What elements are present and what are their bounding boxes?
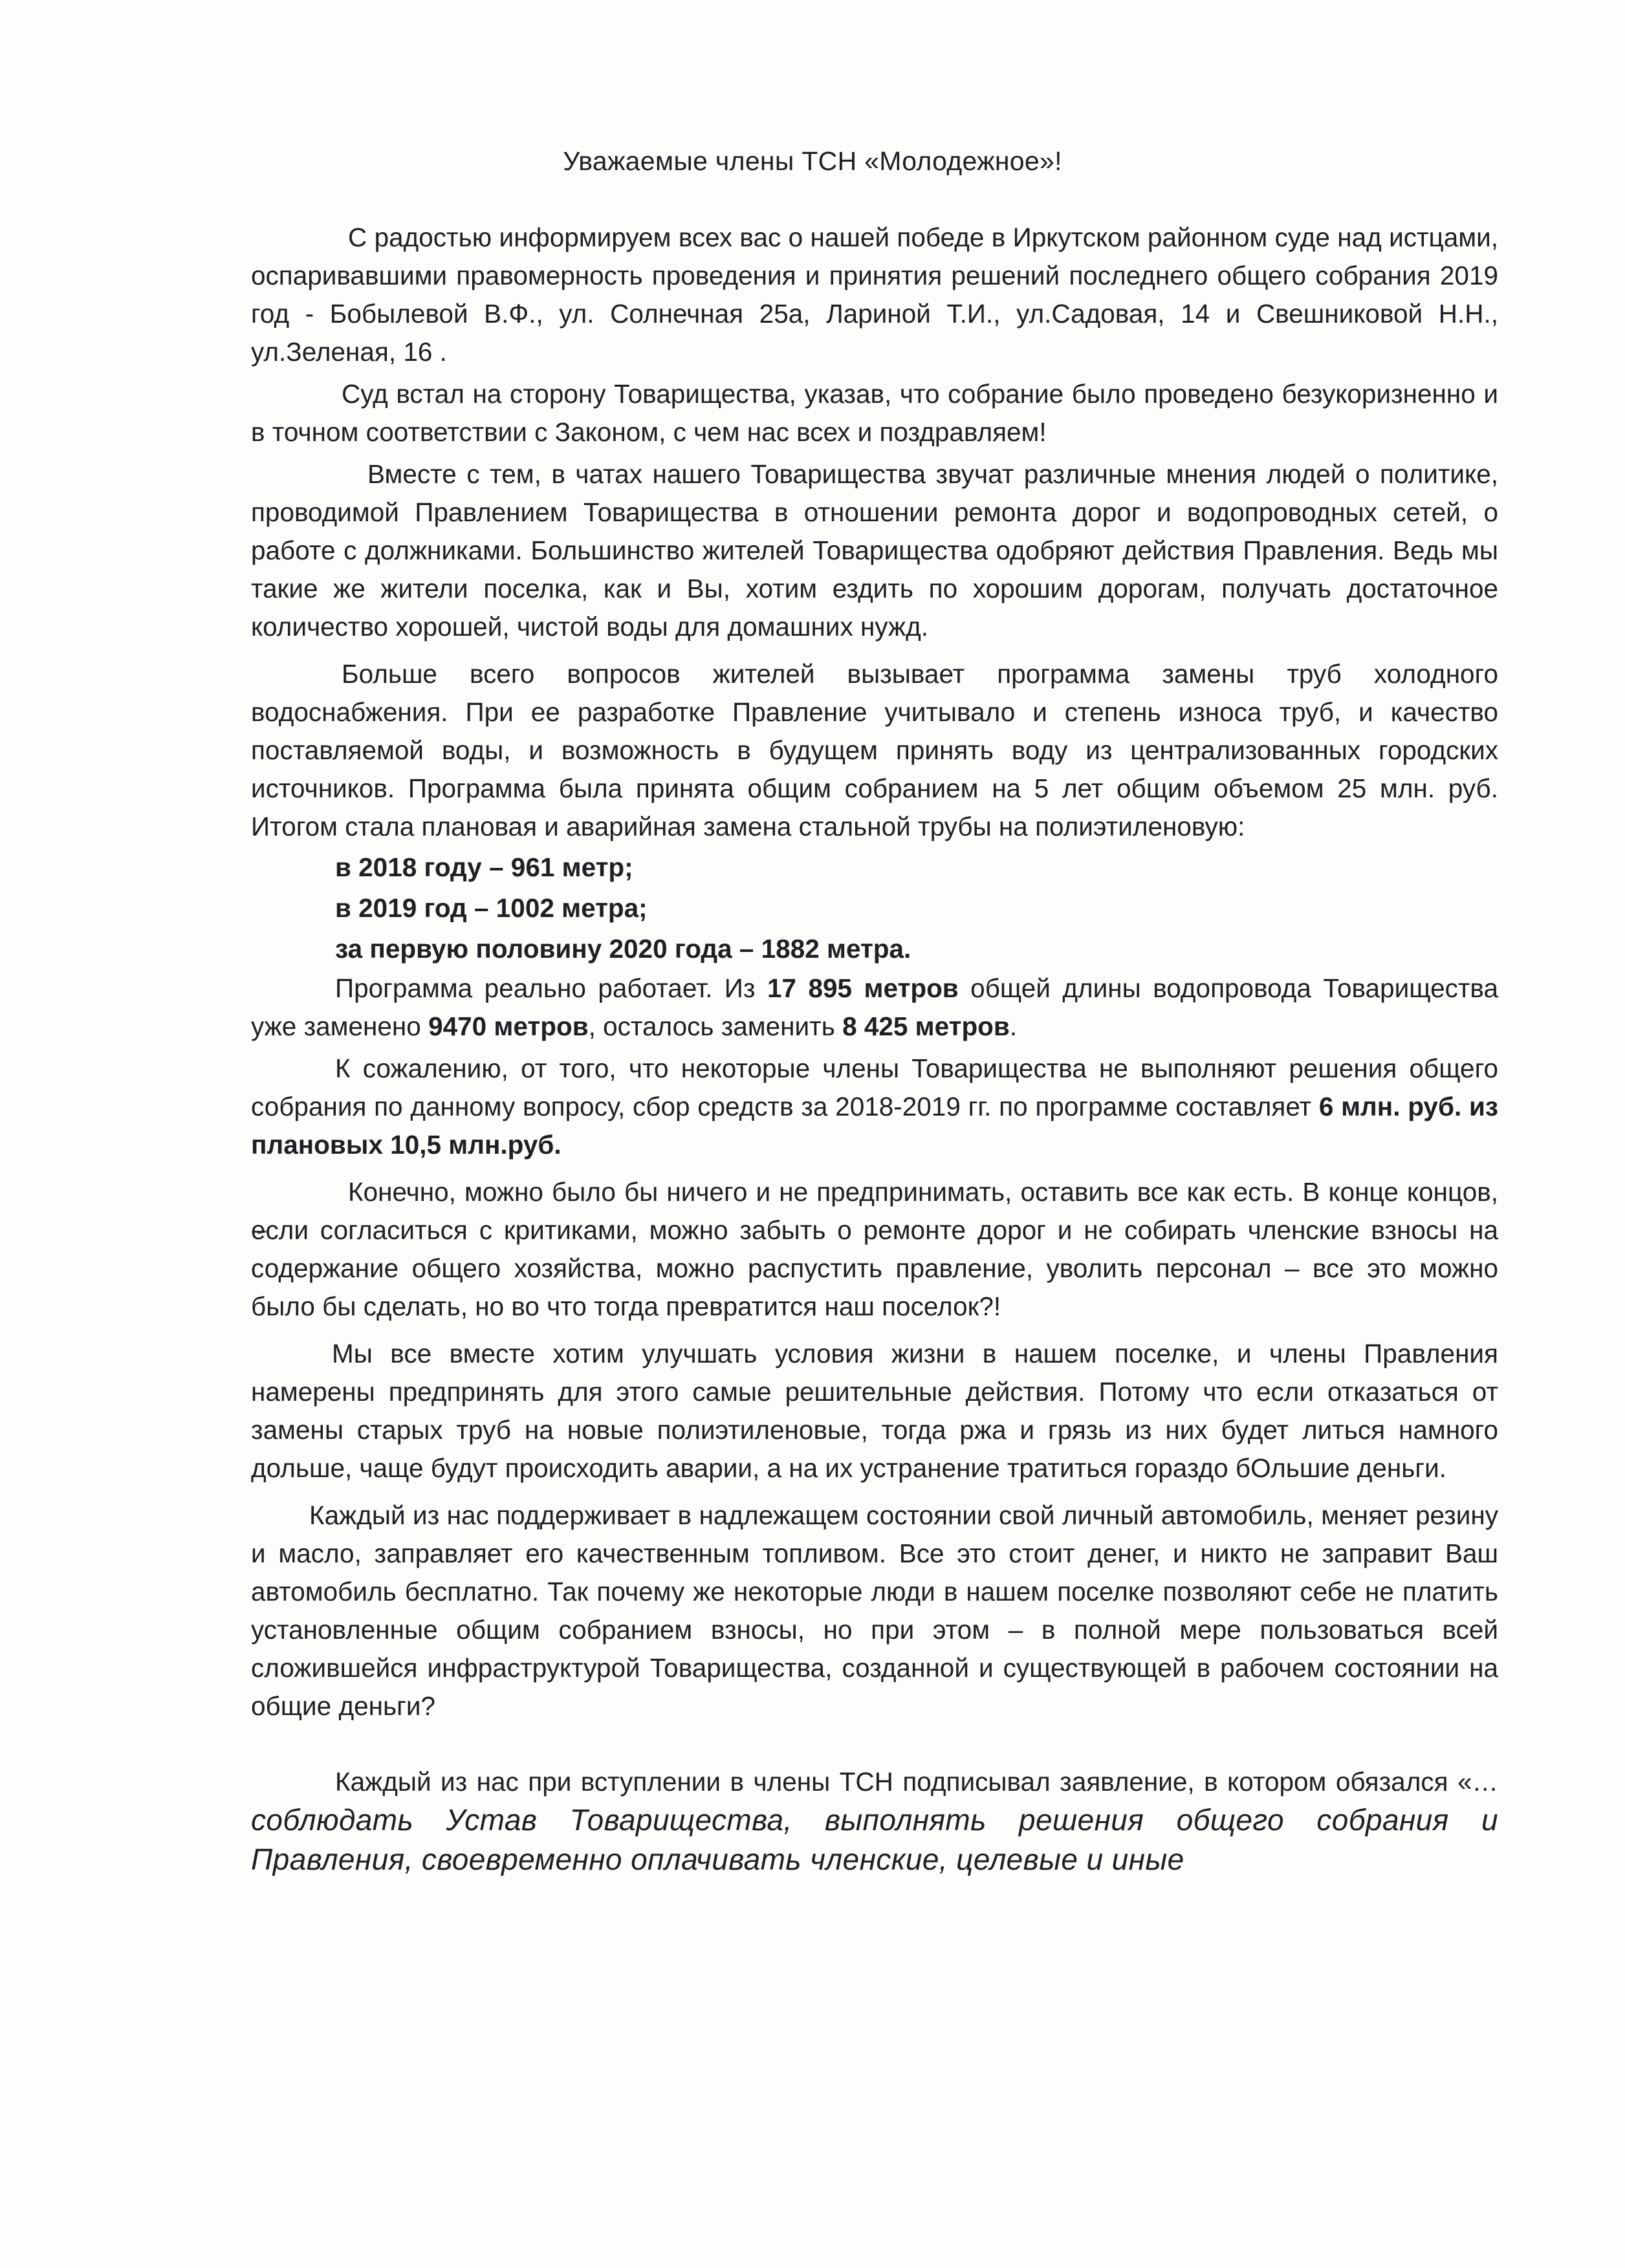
text-run: К сожалению, от того, что некоторые члены Товарищества не выполняют решения общего собрания по данному вопросу, сбор средств за 2018-2019 гг. по программе составляет <box>251 1053 1498 1121</box>
bold-replaced-length: 9470 метров <box>428 1011 589 1041</box>
paragraph-board-intentions: Мы все вместе хотим улучшать условия жизни в нашем поселке, и члены Правления намерены предпринять для этого самые решительные действия. Потому что если отказаться от замены старых труб на новые полиэтиленовые, тогда ржа и грязь из них будет литься намного дольше, чаще будут происходить аварии, а на их устранение тратиться гораздо бОльшие деньги. <box>251 1339 1498 1483</box>
paragraph-membership-obligation <box>251 1763 1498 1880</box>
text-run: Программа реально работает. Из <box>335 973 767 1003</box>
paragraph-alternative: Конечно, можно было бы ничего и не предпринимать, оставить все как есть. В конце концов, если согласиться с критиками, можно забыть о ремонте дорог и не собирать членские взносы на содержание общего хозяйства, можно распустить правление, уволить персонал – все это можно было бы сделать, но во что тогда превратится наш поселок?! <box>251 1177 1498 1321</box>
paragraph-funds-collected <box>251 1050 1498 1164</box>
text-run: Каждый из нас при вступлении в члены ТСН подписывал заявление, в котором обязался «… <box>335 1767 1498 1797</box>
pipe-replacement-list <box>335 847 1498 969</box>
list-item: в 2019 год – 1002 метра; <box>335 893 648 923</box>
document-body <box>251 219 1498 1880</box>
paragraph-pipe-program: Больше всего вопросов жителей вызывает программа замены труб холодного водоснабжения. При ее разработке Правление учитывало и степень износа труб, и качество поставляемой воды, и возможность в будущем принять воду из централизованных городских источников. Программа была принята общим собранием на 5 лет общим объемом 25 млн. руб. Итогом стала плановая и аварийная замена стальной трубы на полиэтиленовую: <box>251 659 1498 841</box>
text-run: . <box>1009 1011 1018 1041</box>
text-run: общей длины водопровода Товарищества уже заменено <box>251 973 1498 1041</box>
paragraph-court-decision: Суд встал на сторону Товарищества, указав, что собрание было проведено безукоризненно и в точном соответствии с Законом, с чем нас всех и поздравляем! <box>251 379 1498 447</box>
paragraph-court-victory: С радостью информируем всех вас о нашей победе в Иркутском районном суде над истцами, оспаривавшими правомерность проведения и принятия решений последнего общего собрания 2019 год - Бобылевой В.Ф., ул. Солнечная 25а, Лариной Т.И., ул.Садовая, 14 и Свешниковой Н.Н., ул.Зеленая, 16 . <box>251 222 1498 367</box>
bold-total-length: 17 895 метров <box>767 973 959 1003</box>
list-item: за первую половину 2020 года – 1882 метра. <box>335 934 911 964</box>
quoted-obligation: соблюдать Устав Товарищества, выполнять решения общего собрания и Правления, своевременно оплачивать членские, целевые и иные <box>251 1803 1498 1876</box>
text-run: , осталось заменить <box>588 1011 843 1041</box>
bold-funds-amount: 6 млн. руб. из плановых 10,5 млн.руб. <box>251 1092 1498 1160</box>
paragraph-program-works <box>251 969 1498 1046</box>
paragraph-car-analogy: Каждый из нас поддерживает в надлежащем состоянии свой личный автомобиль, меняет резину и масло, заправляет его качественным топливом. Все это стоит денег, и никто не заправит Ваш автомобиль бесплатно. Так почему же некоторые люди в нашем поселке позволяют себе не платить установленные общим собранием взносы, но при этом – в полной мере пользоваться всей сложившейся инфраструктурой Товарищества, созданной и существующей в рабочем состоянии на общие деньги? <box>251 1500 1498 1721</box>
bold-remaining-length: 8 425 метров <box>842 1011 1010 1041</box>
document-title: Уважаемые члены ТСН «Молодежное»! <box>563 146 1062 176</box>
list-item: в 2018 году – 961 метр; <box>335 852 633 882</box>
paragraph-chat-opinions: Вместе с тем, в чатах нашего Товарищества звучат различные мнения людей о политике, проводимой Правлением Товарищества в отношении ремонта дорог и водопроводных сетей, о работе с должниками. Большинство жителей Товарищества одобряют действия Правления. Ведь мы такие же жители поселка, как и Вы, хотим ездить по хорошим дорогам, получать достаточное количество хорошей, чистой воды для домашних нужд. <box>251 459 1498 642</box>
